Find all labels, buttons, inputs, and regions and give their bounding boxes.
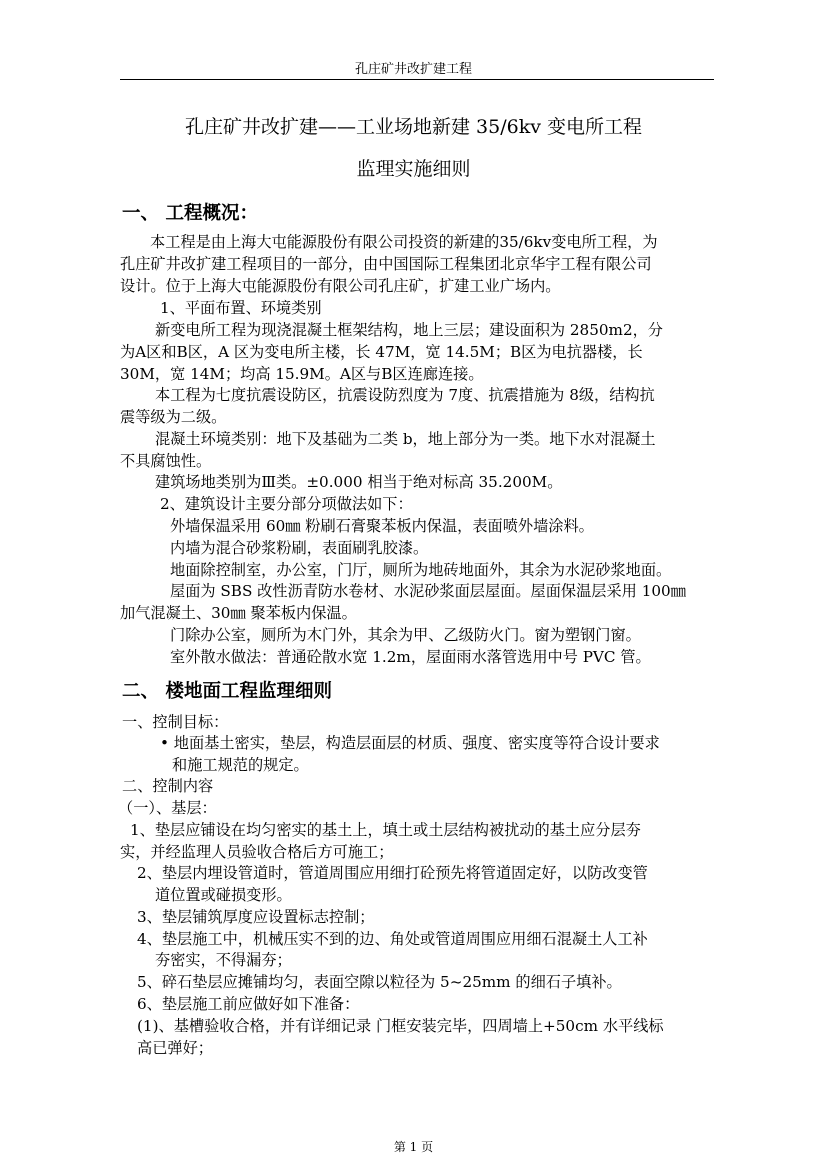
paragraph-line: 外墙保温采用 60㎜ 粉刷石膏聚苯板内保温，表面喷外墙涂料。 xyxy=(170,517,594,535)
paragraph-line: 高已弹好； xyxy=(137,1039,213,1057)
paragraph-line: 1、垫层应铺设在均匀密实的基土上，填土或土层结构被扰动的基土应分层夯 xyxy=(130,821,641,839)
paragraph-line: 实，并经监理人员验收合格后方可施工； xyxy=(120,843,394,861)
paragraph-line: 门除办公室，厕所为木门外，其余为甲、乙级防火门。窗为塑钢门窗。 xyxy=(170,626,641,644)
paragraph-line: 本工程为七度抗震设防区，抗震设防烈度为 7度、抗震措施为 8级，结构抗 xyxy=(155,386,655,404)
paragraph-line: 本工程是由上海大屯能源股份有限公司投资的新建的35/6kv变电所工程，为 xyxy=(150,233,658,251)
paragraph-line: 新变电所工程为现浇混凝土框架结构，地上三层；建设面积为 2850m2，分 xyxy=(155,321,663,339)
paragraph-line: (1)、基槽验收合格，并有详细记录 门框安装完毕，四周墙上+50cm 水平线标 xyxy=(137,1017,664,1035)
paragraph-line: （一）、基层： xyxy=(118,799,217,817)
paragraph-line: 室外散水做法：普通砼散水宽 1.2m，屋面雨水落管选用中号 PVC 管。 xyxy=(170,648,651,666)
paragraph-line: 30M，宽 14M；均高 15.9M。A区与B区连廊连接。 xyxy=(120,365,484,383)
section-heading-overview: 一、 工程概况： xyxy=(122,203,258,224)
paragraph-line: 1、平面布置、环境类别 xyxy=(160,299,322,317)
paragraph-line: 二、控制内容 xyxy=(122,777,214,795)
paragraph-line: 3、垫层铺筑厚度应设置标志控制； xyxy=(137,908,375,926)
paragraph-line: 孔庄矿井改扩建工程项目的一部分，由中国国际工程集团北京华宇工程有限公司 xyxy=(120,255,652,273)
paragraph-line: 内墙为混合砂浆粉刷，表面刷乳胶漆。 xyxy=(170,539,429,557)
header-rule xyxy=(120,79,714,80)
paragraph-line: 道位置或碰损变形。 xyxy=(155,886,292,904)
paragraph-line: 混凝土环境类别：地下及基础为二类 b，地上部分为一类。地下水对混凝土 xyxy=(155,430,656,448)
paragraph-line: 一、控制目标： xyxy=(122,713,229,731)
paragraph-line: 6、垫层施工前应做好如下准备： xyxy=(137,995,360,1013)
document-title: 孔庄矿井改扩建——工业场地新建 35/6kv 变电所工程 xyxy=(185,116,642,138)
page-header: 孔庄矿井改扩建工程 xyxy=(354,62,472,77)
paragraph-line: 4、垫层施工中，机械压实不到的边、角处或管道周围应用细石混凝土人工补 xyxy=(137,930,648,948)
paragraph-line: 不具腐蚀性。 xyxy=(120,452,212,470)
paragraph-line: 设计。位于上海大屯能源股份有限公司孔庄矿，扩建工业广场内。 xyxy=(120,277,561,295)
paragraph-line: 为A区和B区，A 区为变电所主楼，长 47M，宽 14.5M；B区为电抗器楼，长 xyxy=(120,343,643,361)
paragraph-line: 2、建筑设计主要分部分项做法如下： xyxy=(160,495,413,513)
paragraph-line: 地面除控制室，办公室，门厅，厕所为地砖地面外，其余为水泥砂浆地面。 xyxy=(170,561,672,579)
paragraph-line: 震等级为二级。 xyxy=(120,408,227,426)
bullet-line: • 地面基土密实，垫层，构造层面层的材质、强度、密实度等符合设计要求 xyxy=(160,734,660,752)
paragraph-line: 加气混凝土、30㎜ 聚苯板内保温。 xyxy=(120,604,357,622)
page-number: 第 1 页 xyxy=(393,1140,434,1154)
paragraph-line: 和施工规范的规定。 xyxy=(172,756,309,774)
document-subtitle: 监理实施细则 xyxy=(356,158,471,180)
paragraph-line: 建筑场地类别为Ⅲ类。±0.000 相当于绝对标高 35.200M。 xyxy=(155,473,563,491)
section-heading-floor-supervision: 二、 楼地面工程监理细则 xyxy=(122,681,332,702)
paragraph-line: 屋面为 SBS 改性沥青防水卷材、水泥砂浆面层屋面。屋面保温层采用 100㎜ xyxy=(170,582,686,600)
paragraph-line: 夯密实，不得漏夯； xyxy=(155,951,292,969)
paragraph-line: 2、垫层内埋设管道时，管道周围应用细打砼预先将管道固定好，以防改变管 xyxy=(137,864,648,882)
paragraph-line: 5、碎石垫层应摊铺均匀，表面空隙以粒径为 5~25mm 的细石子填补。 xyxy=(137,973,622,991)
